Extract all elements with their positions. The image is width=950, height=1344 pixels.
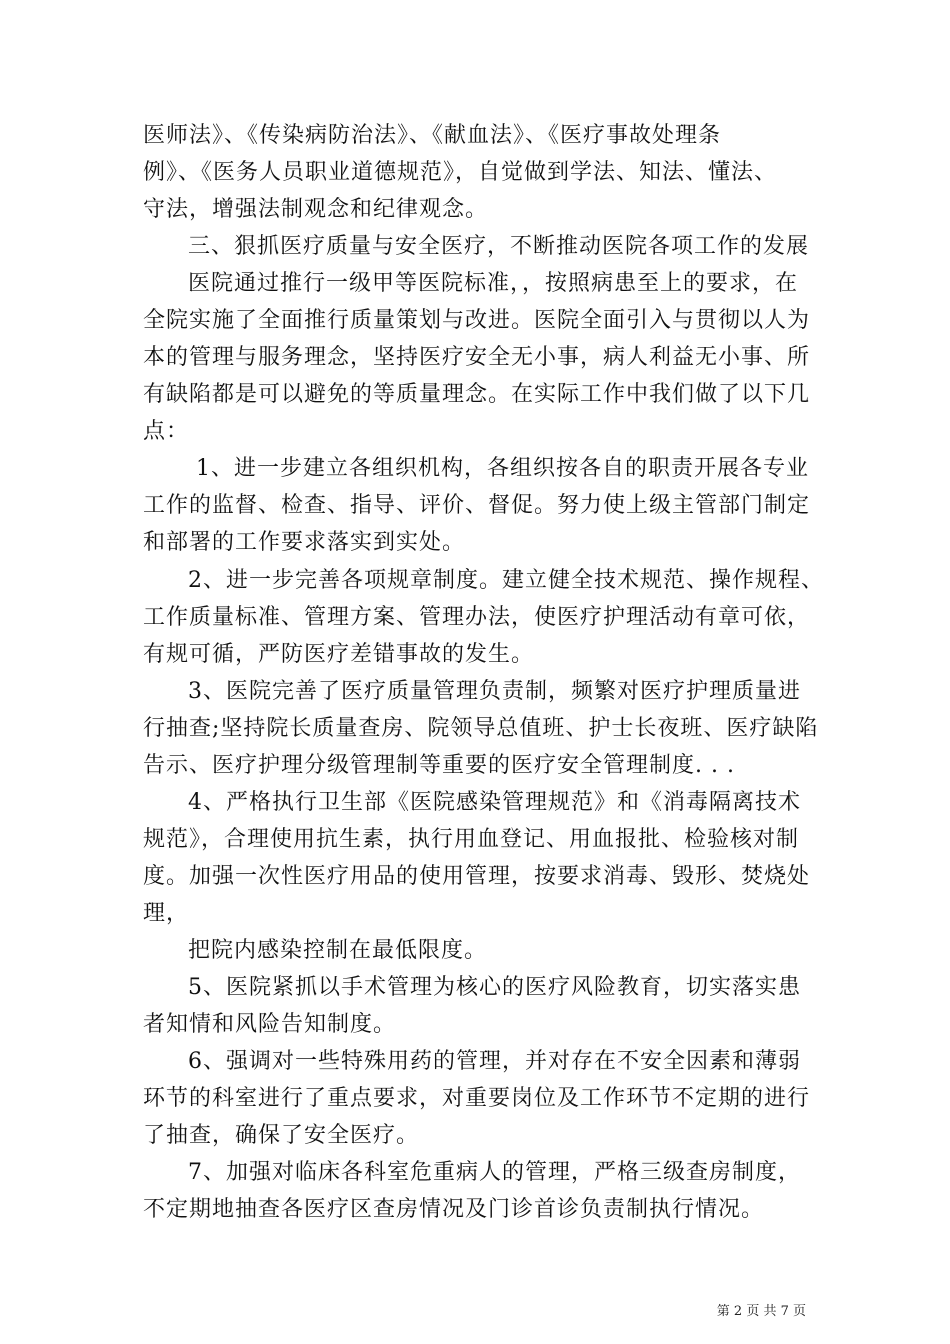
list-item: 6、强调对一些特殊用药的管理，并对存在不安全因素和薄弱 <box>188 1049 801 1074</box>
text-line: 医师法》、《传染病防治法》、《献血法》、《医疗事故处理条 <box>143 123 722 148</box>
text-line: 度。加强一次性医疗用品的使用管理，按要求消毒、毁形、焚烧处 <box>143 864 811 889</box>
text-line: 者知情和风险告知制度。 <box>143 1012 397 1037</box>
text-line: 规范》，合理使用抗生素，执行用血登记、用血报批、检验核对制 <box>143 827 800 852</box>
text-line: 例》、《医务人员职业道德规范》，自觉做到学法、知法、懂法、 <box>143 160 778 185</box>
text-line: 了抽查，确保了安全医疗。 <box>143 1123 420 1148</box>
text-line: 守法，增强法制观念和纪律观念。 <box>143 197 489 222</box>
text-line: 医院通过推行一级甲等医院标准，，按照病患至上的要求，在 <box>188 271 799 296</box>
list-item: 7、加强对临床各科室危重病人的管理，严格三级查房制度， <box>188 1160 801 1185</box>
text-line: 把院内感染控制在最低限度。 <box>188 938 488 963</box>
list-item: 5、医院紧抓以手术管理为核心的医疗风险教育，切实落实患 <box>188 975 801 1000</box>
text-line: 本的管理与服务理念，坚持医疗安全无小事，病人利益无小事、所 <box>143 345 811 370</box>
section-heading: 三、狠抓医疗质量与安全医疗，不断推动医院各项工作的发展 <box>188 234 810 259</box>
list-item: 2、进一步完善各项规章制度。建立健全技术规范、操作规程、 <box>188 568 824 593</box>
text-line: 和部署的工作要求落实到实处。 <box>143 530 466 555</box>
text-line: 告示、医疗护理分级管理制等重要的医疗安全管理制度. . . <box>143 753 735 778</box>
text-line: 理， <box>143 901 190 926</box>
list-item: 4、严格执行卫生部《医院感染管理规范》和《消毒隔离技术 <box>188 790 801 815</box>
text-line: 环节的科室进行了重点要求，对重要岗位及工作环节不定期的进行 <box>143 1086 811 1111</box>
text-line: 工作的监督、检查、指导、评价、督促。努力使上级主管部门制定 <box>143 493 811 518</box>
text-line: 点： <box>143 419 190 444</box>
text-line: 有缺陷都是可以避免的等质量理念。在实际工作中我们做了以下几 <box>143 382 811 407</box>
list-item: 1、进一步建立各组织机构，各组织按各自的职责开展各专业 <box>196 456 809 481</box>
text-line: 全院实施了全面推行质量策划与改进。医院全面引入与贯彻以人为 <box>143 308 811 333</box>
text-line: 工作质量标准、管理方案、管理办法，使医疗护理活动有章可依， <box>143 605 811 630</box>
text-line: 不定期地抽查各医疗区查房情况及门诊首诊负责制执行情况。 <box>143 1197 765 1222</box>
text-line: 行抽查;坚持院长质量查房、院领导总值班、护士长夜班、医疗缺陷 <box>143 716 819 741</box>
text-line: 有规可循，严防医疗差错事故的发生。 <box>143 642 535 667</box>
list-item: 3、医院完善了医疗质量管理负责制，频繁对医疗护理质量进 <box>188 679 801 704</box>
page-number: 第 2 页 共 7 页 <box>716 1304 806 1319</box>
